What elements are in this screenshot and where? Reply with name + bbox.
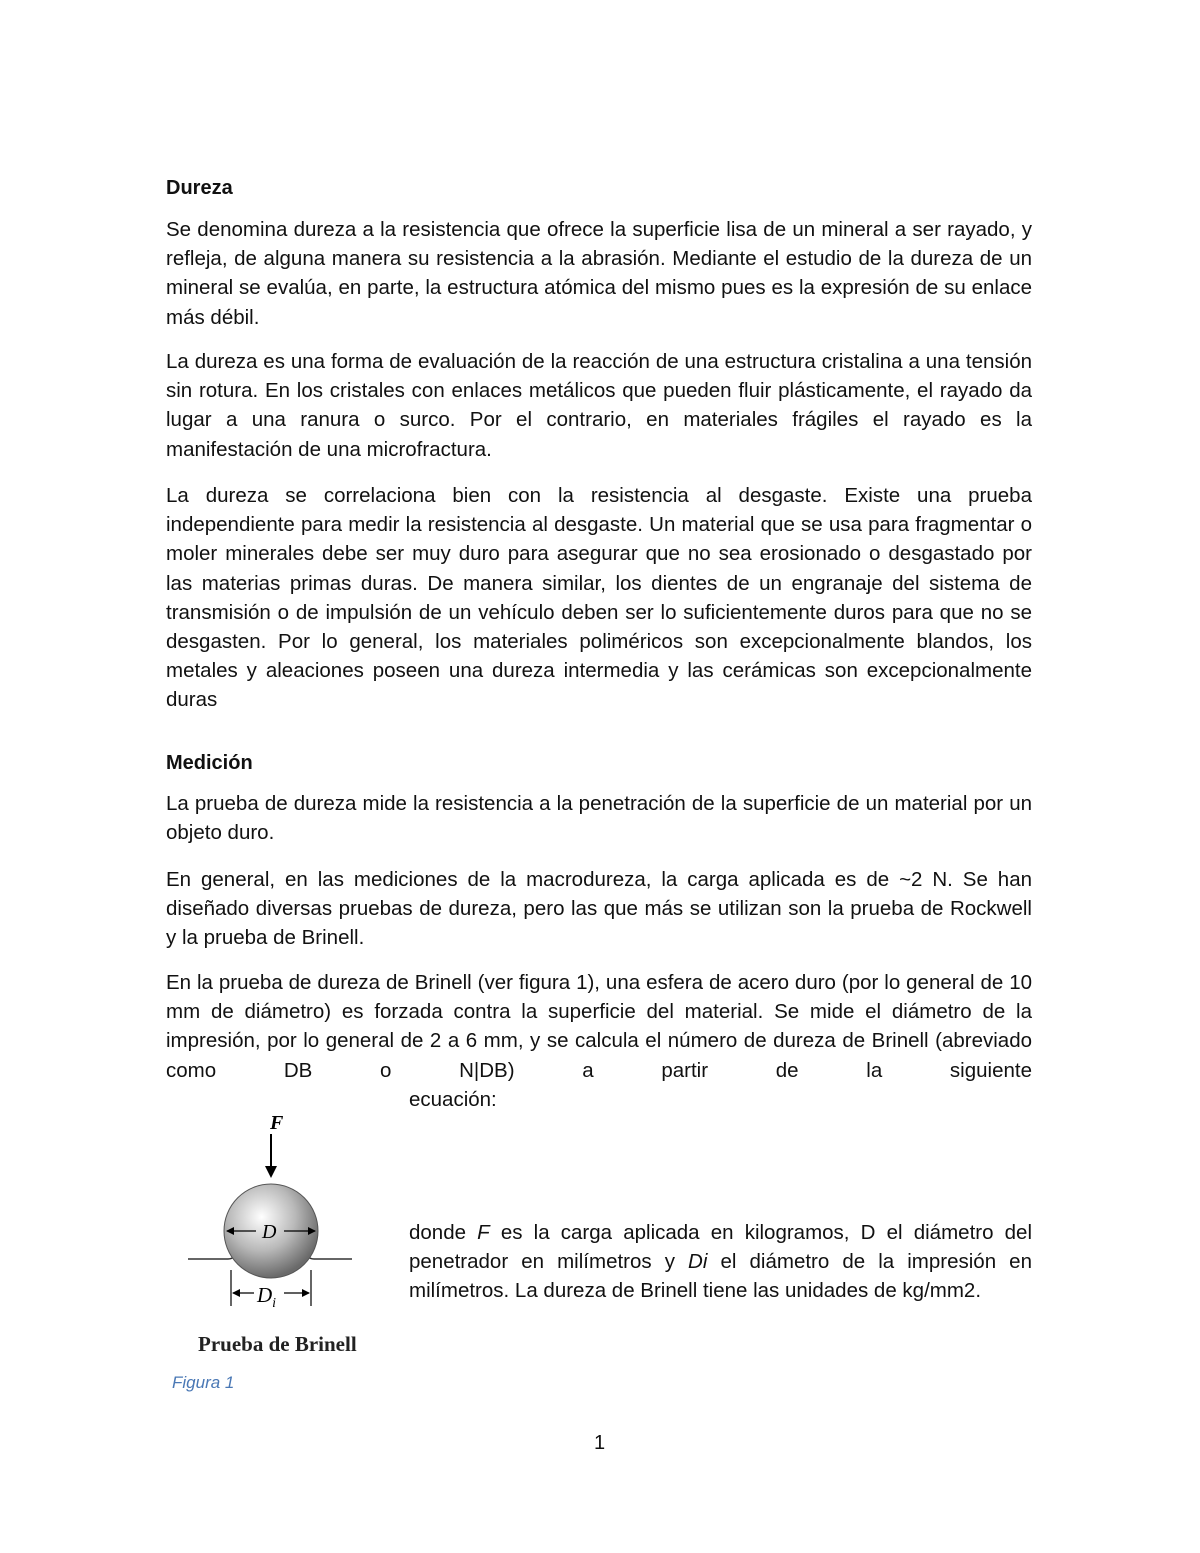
impression-label [256, 1283, 276, 1311]
brinell-diagram [180, 1110, 395, 1360]
ecuacion-label: ecuación: [409, 1088, 497, 1111]
section-heading-medicion: Medición [166, 752, 253, 774]
paragraph-brinell: En la prueba de dureza de Brinell (ver figura 1), una esfera de acero duro (por lo general de 10 mm de diámetro) es forzada contra la superficie del material. Se mide el diámetro de la impresión, por lo general de 2 a 6 mm, y se calcula el número de dureza de Brinell (abreviado como DB o N|DB) a partir de la siguiente [166, 971, 1032, 1082]
force-arrow-head [265, 1166, 277, 1178]
paragraph-donde [409, 1218, 1032, 1306]
page-number: 1 [594, 1432, 606, 1454]
force-label: F [270, 1112, 284, 1134]
paragraph-macrodureza: En general, en las mediciones de la macrodureza, la carga aplicada es de ~2 N. Se han diseñado diversas pruebas de dureza, pero las que más se utilizan son la prueba de Rockwell y la prueba de Brinell. [166, 868, 1032, 950]
donde-suffix: el diámetro de la impresión en milímetros. La dureza de Brinell tiene las unidades de kg/mm2. [409, 1250, 1032, 1303]
paragraph-prueba-dureza: La prueba de dureza mide la resistencia a la penetración de la superficie de un material por un objeto duro. [166, 792, 1032, 845]
paragraph-dureza-desgaste: La dureza se correlaciona bien con la resistencia al desgaste. Existe una prueba independiente para medir la resistencia al desgaste. Un material que se usa para fragmentar o moler minerales debe ser muy duro para asegurar que no sea erosionado o desgastado por las materias primas duras. De manera similar, los dientes de un engranaje del sistema de transmisión o de impulsión de un vehículo deben ser lo suficientemente duros para que no se desgasten. Por lo general, los materiales poliméricos son excepcionalmente blandos, los metales y aleaciones poseen una dureza intermedia y las cerámicas son excepcionalmente duras [166, 484, 1032, 712]
impression-arrowhead-right [302, 1289, 310, 1297]
donde-F: F [477, 1221, 490, 1244]
impression-label-main: D [257, 1283, 273, 1307]
section-heading-dureza: Dureza [166, 177, 233, 199]
paragraph-dureza-definition: Se denomina dureza a la resistencia que ofrece la superficie lisa de un mineral a ser rayado, y refleja, de alguna manera su resistencia a la abrasión. Mediante el estudio de la dureza de un mineral se evalúa, en parte, la estructura atómica del mismo pues es la expresión de su enlace más débil. [166, 218, 1032, 329]
impression-arrowhead-left [232, 1289, 240, 1297]
diameter-label: D [262, 1221, 277, 1243]
figure-title: Prueba de Brinell [198, 1332, 357, 1356]
paragraph-dureza-evaluation: La dureza es una forma de evaluación de la reacción de una estructura cristalina a una tensión sin rotura. En los cristales con enlaces metálicos que pueden fluir plásticamente, el rayado da lugar a una ranura o surco. Por el contrario, en materiales frágiles el rayado es la manifestación de una microfractura. [166, 350, 1032, 461]
donde-prefix: donde [409, 1221, 478, 1244]
donde-mid: es la carga aplicada en kilogramos, D el diámetro del penetrador en milímetros y [409, 1221, 1033, 1274]
brinell-figure [180, 1110, 395, 1360]
donde-Di: Di [688, 1250, 708, 1274]
figure-caption: Figura 1 [172, 1373, 235, 1392]
impression-label-sub: i [272, 1296, 277, 1311]
